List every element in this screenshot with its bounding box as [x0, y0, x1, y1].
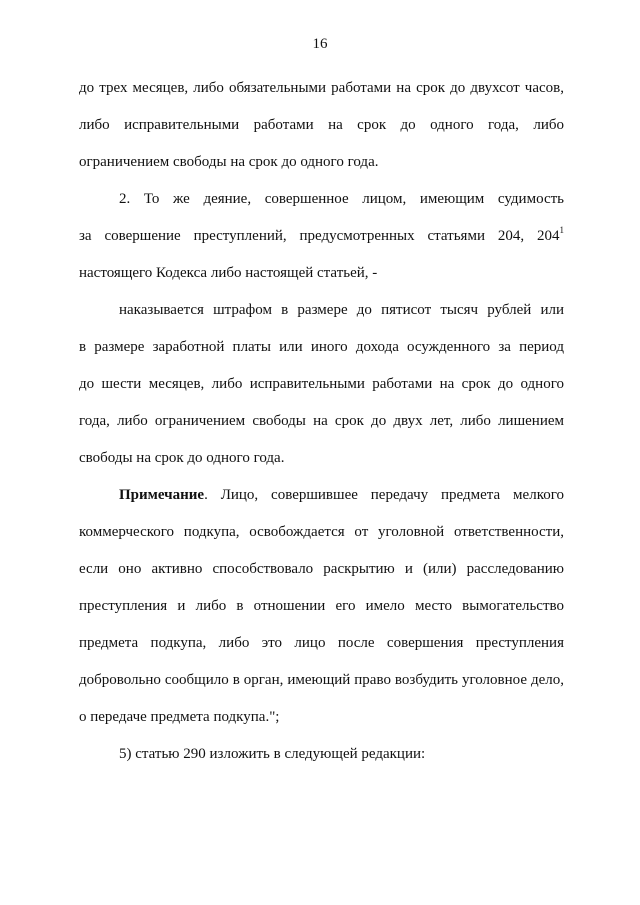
text-segment: за совершение преступлений, предусмотренных статьями 204, 204	[79, 228, 560, 244]
text-line: года, либо ограничением свободы на срок до двух лет, либо лишением	[79, 413, 564, 429]
text-line: до трех месяцев, либо обязательными работами на срок до двухсот часов,	[79, 80, 564, 96]
text-line: до шести месяцев, либо исправительными работами на срок до одного	[79, 376, 564, 392]
text-line: свободы на срок до одного года.	[79, 450, 285, 466]
text-line: о передаче предмета подкупа.";	[79, 709, 280, 725]
text-line	[79, 477, 564, 514]
text-line: предмета подкупа, либо это лицо после совершения преступления	[79, 635, 564, 651]
page-number: 16	[312, 36, 328, 52]
text-line: 2. То же деяние, совершенное лицом, имеющим судимость	[119, 191, 564, 207]
text-line	[79, 218, 564, 255]
paragraph-2	[79, 181, 564, 292]
paragraph-1	[79, 70, 564, 181]
text-line: настоящего Кодекса либо настоящей статьей, -	[79, 265, 378, 281]
text-line: добровольно сообщило в орган, имеющий право возбудить уголовное дело,	[79, 672, 564, 688]
note-label: Примечание	[119, 487, 205, 503]
text-line: наказывается штрафом в размере до пятисот тысяч рублей или	[119, 302, 564, 318]
text-line: либо исправительными работами на срок до одного года, либо	[79, 117, 564, 133]
text-line: коммерческого подкупа, освобождается от уголовной ответственности,	[79, 524, 564, 540]
paragraph-4-note	[79, 477, 564, 736]
document-body	[79, 70, 564, 773]
text-line: преступления и либо в отношении его имело место вымогательство	[79, 598, 564, 614]
paragraph-3	[79, 292, 564, 477]
text-line: 5) статью 290 изложить в следующей редакции:	[119, 746, 426, 762]
paragraph-5	[79, 736, 564, 773]
text-segment: . Лицо, совершившее передачу предмета мелкого	[204, 487, 564, 503]
text-line: если оно активно способствовало раскрытию и (или) расследованию	[79, 561, 564, 577]
text-line: в размере заработной платы или иного дохода осужденного за период	[79, 339, 564, 355]
superscript: 1	[559, 225, 564, 235]
text-line: ограничением свободы на срок до одного года.	[79, 154, 379, 170]
